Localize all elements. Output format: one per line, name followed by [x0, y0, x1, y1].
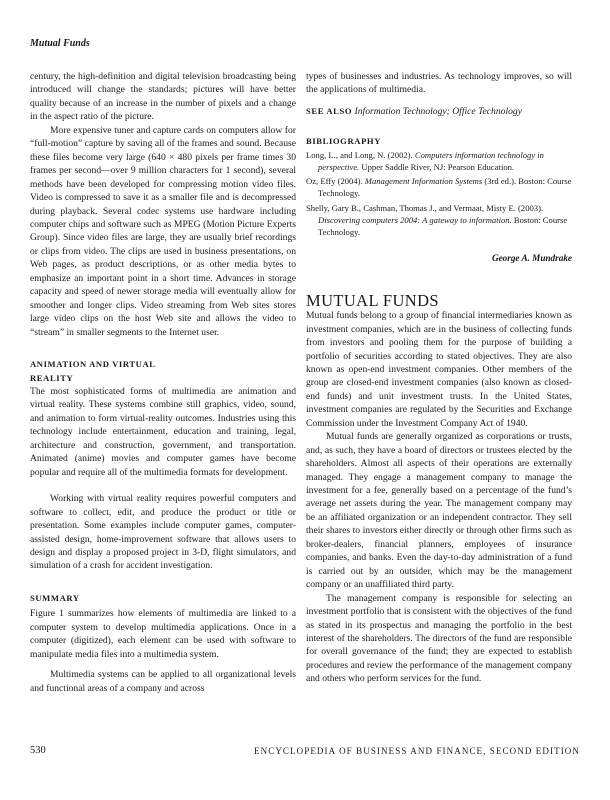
running-head: Mutual Funds [30, 38, 90, 49]
paragraph: The management company is responsible for selecting an investment portfolio that is consistent with the objectives of the fund as stated in its prospectus and managing the portfolio in the best interest of the shareholders. The directors of the fund are responsible for overall governance of the fund; they are expected to establish procedures and review the performance of the management company and others who perform services for the fund. [306, 592, 572, 685]
section-heading-animation: ANIMATION AND VIRTUAL REALITY [30, 359, 156, 383]
bibliography-entry: Shelly, Gary B., Cashman, Thomas J., and Vermaat, Misty E. (2003). Discovering computers 2004: A gateway to information. Boston: Course Technology. [306, 202, 568, 238]
bibliography-entry: Oz, Effy (2004). Management Information Systems (3rd ed.). Boston: Course Technology. [306, 176, 572, 199]
section-heading-bibliography: BIBLIOGRAPHY [306, 136, 382, 147]
bibliography-entry: Long, L., and Long, N. (2002). Computers information technology in perspective. Upper Saddle River, NJ: Pearson Education. [306, 149, 544, 173]
see-also-refs: Information Technology; Office Technology [354, 105, 522, 117]
author-signature: George A. Mundrake [491, 253, 572, 264]
paragraph: Multimedia systems can be applied to all organizational levels and functional areas of a company and across [30, 669, 296, 694]
right-column [306, 70, 572, 686]
paragraph: Working with virtual reality requires powerful computers and software to collect, edit, and produce the product or title or presentation. Some examples include computer games, computer-assisted design, home-improvement software that allows users to design and display a proposed project in 3-D, flight simulators, and simulation of a crash for accident investigation. [30, 493, 296, 572]
page-number: 530 [30, 745, 46, 756]
left-column [30, 70, 296, 695]
see-also-label: SEE ALSO [306, 105, 353, 116]
paragraph: The most sophisticated forms of multimedia are animation and virtual reality. These systems combine still graphics, video, sound, and animation to form virtual-reality outcomes. Industries using this technology include entertainment, education and training, legal, architecture and construction, government, and transportation. Animated (anime) movies and computer games have become popular and require all of the multimedia formats for development. [30, 385, 296, 478]
paragraph: Mutual funds are generally organized as corporations or trusts, and, as such, they have a board of directors or trustees elected by the shareholders. Almost all aspects of their operations are externally managed. They engage a management company to manage the investment for a fee, generally based on a percentage of the fund’s average net assets during the year. The management company may be an affiliated organization or an independent contractor. They sell their shares to investors either directly or through other firms such as broker-dealers, financial planners, employees of insurance companies, and banks. Even the day-to-day administration of a fund is carried out by an outsider, which may be the management company or an unaffiliated third party. [306, 431, 572, 591]
section-heading-summary: SUMMARY [30, 592, 80, 603]
paragraph: century, the high-definition and digital television broadcasting being introduced will change the standards; pictures will have better quality because of an increase in the number of pixels and a change in the aspect ratio of the picture. [30, 71, 296, 123]
paragraph: types of businesses and industries. As technology improves, so will the applications of multimedia. [306, 71, 572, 96]
book-title-footer: ENCYCLOPEDIA OF BUSINESS AND FINANCE, SECOND EDITION [254, 746, 580, 756]
see-also [306, 105, 572, 118]
article-title: MUTUAL FUNDS [306, 290, 439, 310]
paragraph: Mutual funds belong to a group of financial intermediaries known as investment companies, which are in the business of collecting funds from investors and pooling them for the purpose of building a portfolio of securities according to stated objectives. They are also known as open-end investment companies. Other members of the group are closed-end investment companies (also known as closed-end funds) and unit investment trusts. In the United States, investment companies are regulated by the Securities and Exchange Commission under the Investment Company Act of 1940. [306, 310, 572, 429]
paragraph: More expensive tuner and capture cards on computers allow for “full-motion” capture by saving all of the frames and sound. Because these files become very large (640 × 480 pixels per frame times 30 frames per second—over 9 million characters for 1 second), several methods have been developed for compressing motion video files. Video is compressed to save it as a smaller file and is decompressed during playback. Several codec systems use hardware including computer chips and software such as MPEG (Motion Picture Experts Group). Since video files are large, they are usually brief recordings or clips from video. The clips are used in business presentations, on Web pages, as product descriptions, or as other media bytes to emphasize an important point in a short time. Advances in storage capacity and speed of newer storage media will eventually allow for smoother and longer clips. Video streaming from Web sites stores large video clips on the host Web site and allows the video to “stream” in smaller segments to the Internet user. [30, 124, 296, 338]
paragraph: Figure 1 summarizes how elements of multimedia are linked to a computer system to develop multimedia applications. Once in a computer (digitized), each element can be used with software to manipulate media files into a multimedia system. [30, 608, 296, 660]
